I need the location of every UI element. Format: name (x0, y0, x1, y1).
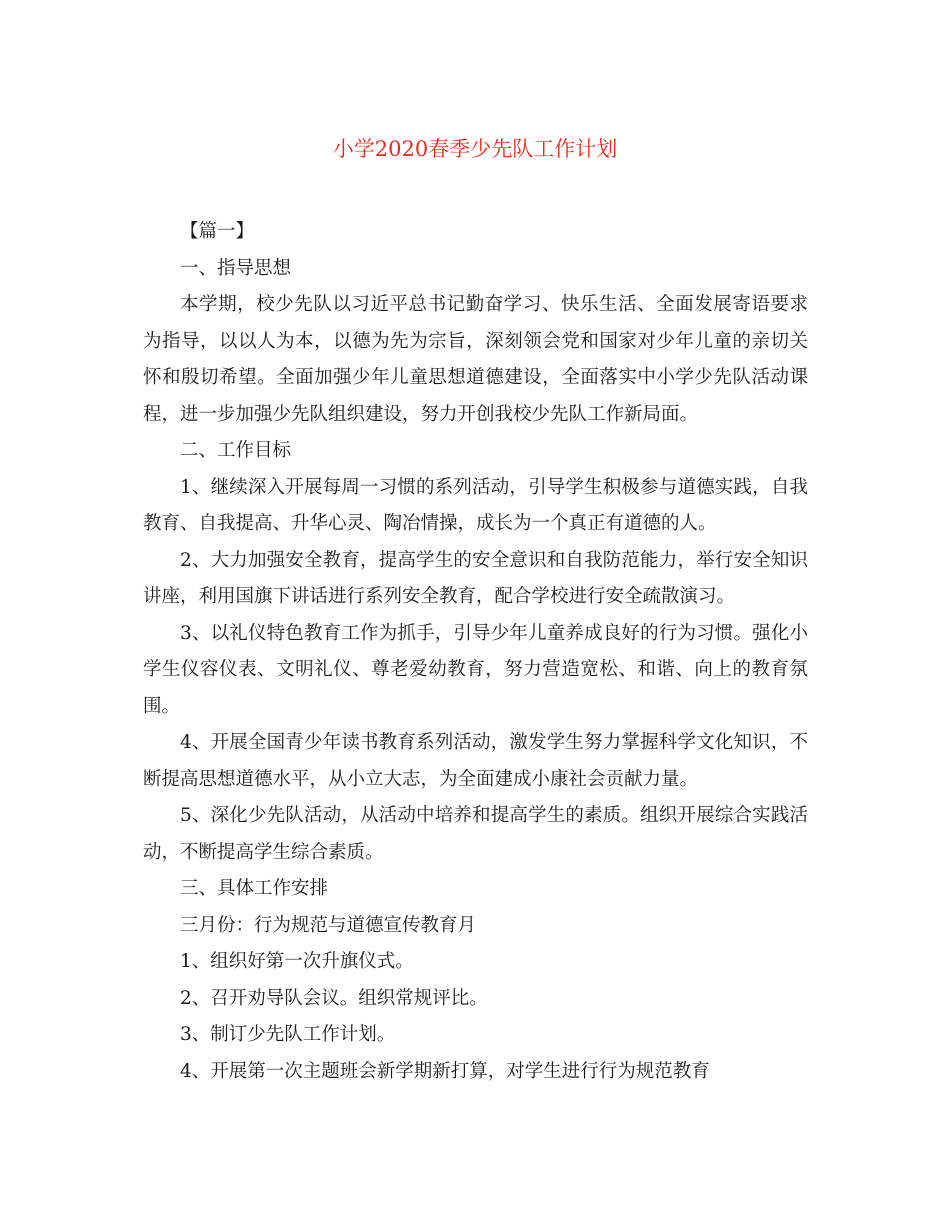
document-title: 小学2020春季少先队工作计划 (332, 137, 618, 161)
document-body (143, 214, 808, 1090)
goal-item-4: 4、开展全国青少年读书教育系列活动，激发学生努力掌握科学文化知识，不断提高思想道德水平，从小立大志，为全面建成小康社会贡献力量。 (143, 732, 808, 790)
section-label: 【篇一】 (180, 221, 255, 242)
month-heading-march: 三月份：行为规范与道德宣传教育月 (180, 914, 477, 936)
march-item-1: 1、组织好第一次升旗仪式。 (180, 951, 414, 972)
heading-guiding-ideology: 一、指导思想 (180, 257, 292, 279)
goal-item-5: 5、深化少先队活动，从活动中培养和提高学生的素质。组织开展综合实践活动，不断提高学生综合素质。 (143, 805, 808, 863)
goal-item-3: 3、以礼仪特色教育工作为抓手，引导少年儿童养成良好的行为习惯。强化小学生仪容仪表、文明礼仪、尊老爱幼教育，努力营造宽松、和谐、向上的教育氛围。 (143, 622, 808, 717)
goal-item-2: 2、大力加强安全教育，提高学生的安全意识和自我防范能力，举行安全知识讲座，利用国旗下讲话进行系列安全教育，配合学校进行安全疏散演习。 (143, 549, 808, 607)
march-item-4: 4、开展第一次主题班会新学期新打算，对学生进行行为规范教育 (180, 1060, 710, 1082)
heading-work-arrangement: 三、具体工作安排 (180, 878, 329, 899)
heading-work-goals: 二、工作目标 (180, 440, 292, 461)
paragraph-guiding-ideology: 本学期，校少先队以习近平总书记勤奋学习、快乐生活、全面发展寄语要求为指导，以以人为本，以德为先为宗旨，深刻领会党和国家对少年儿童的亲切关怀和殷切希望。全面加强少年儿童思想道德建设，全面落实中小学少先队活动课程，进一步加强少先队组织建设，努力开创我校少先队工作新局面。 (143, 294, 808, 425)
march-item-3: 3、制订少先队工作计划。 (180, 1024, 396, 1045)
march-item-2: 2、召开劝导队会议。组织常规评比。 (180, 987, 488, 1009)
goal-item-1: 1、继续深入开展每周一习惯的系列活动，引导学生积极参与道德实践，自我教育、自我提高、升华心灵、陶冶情操，成长为一个真正有道德的人。 (143, 476, 808, 534)
